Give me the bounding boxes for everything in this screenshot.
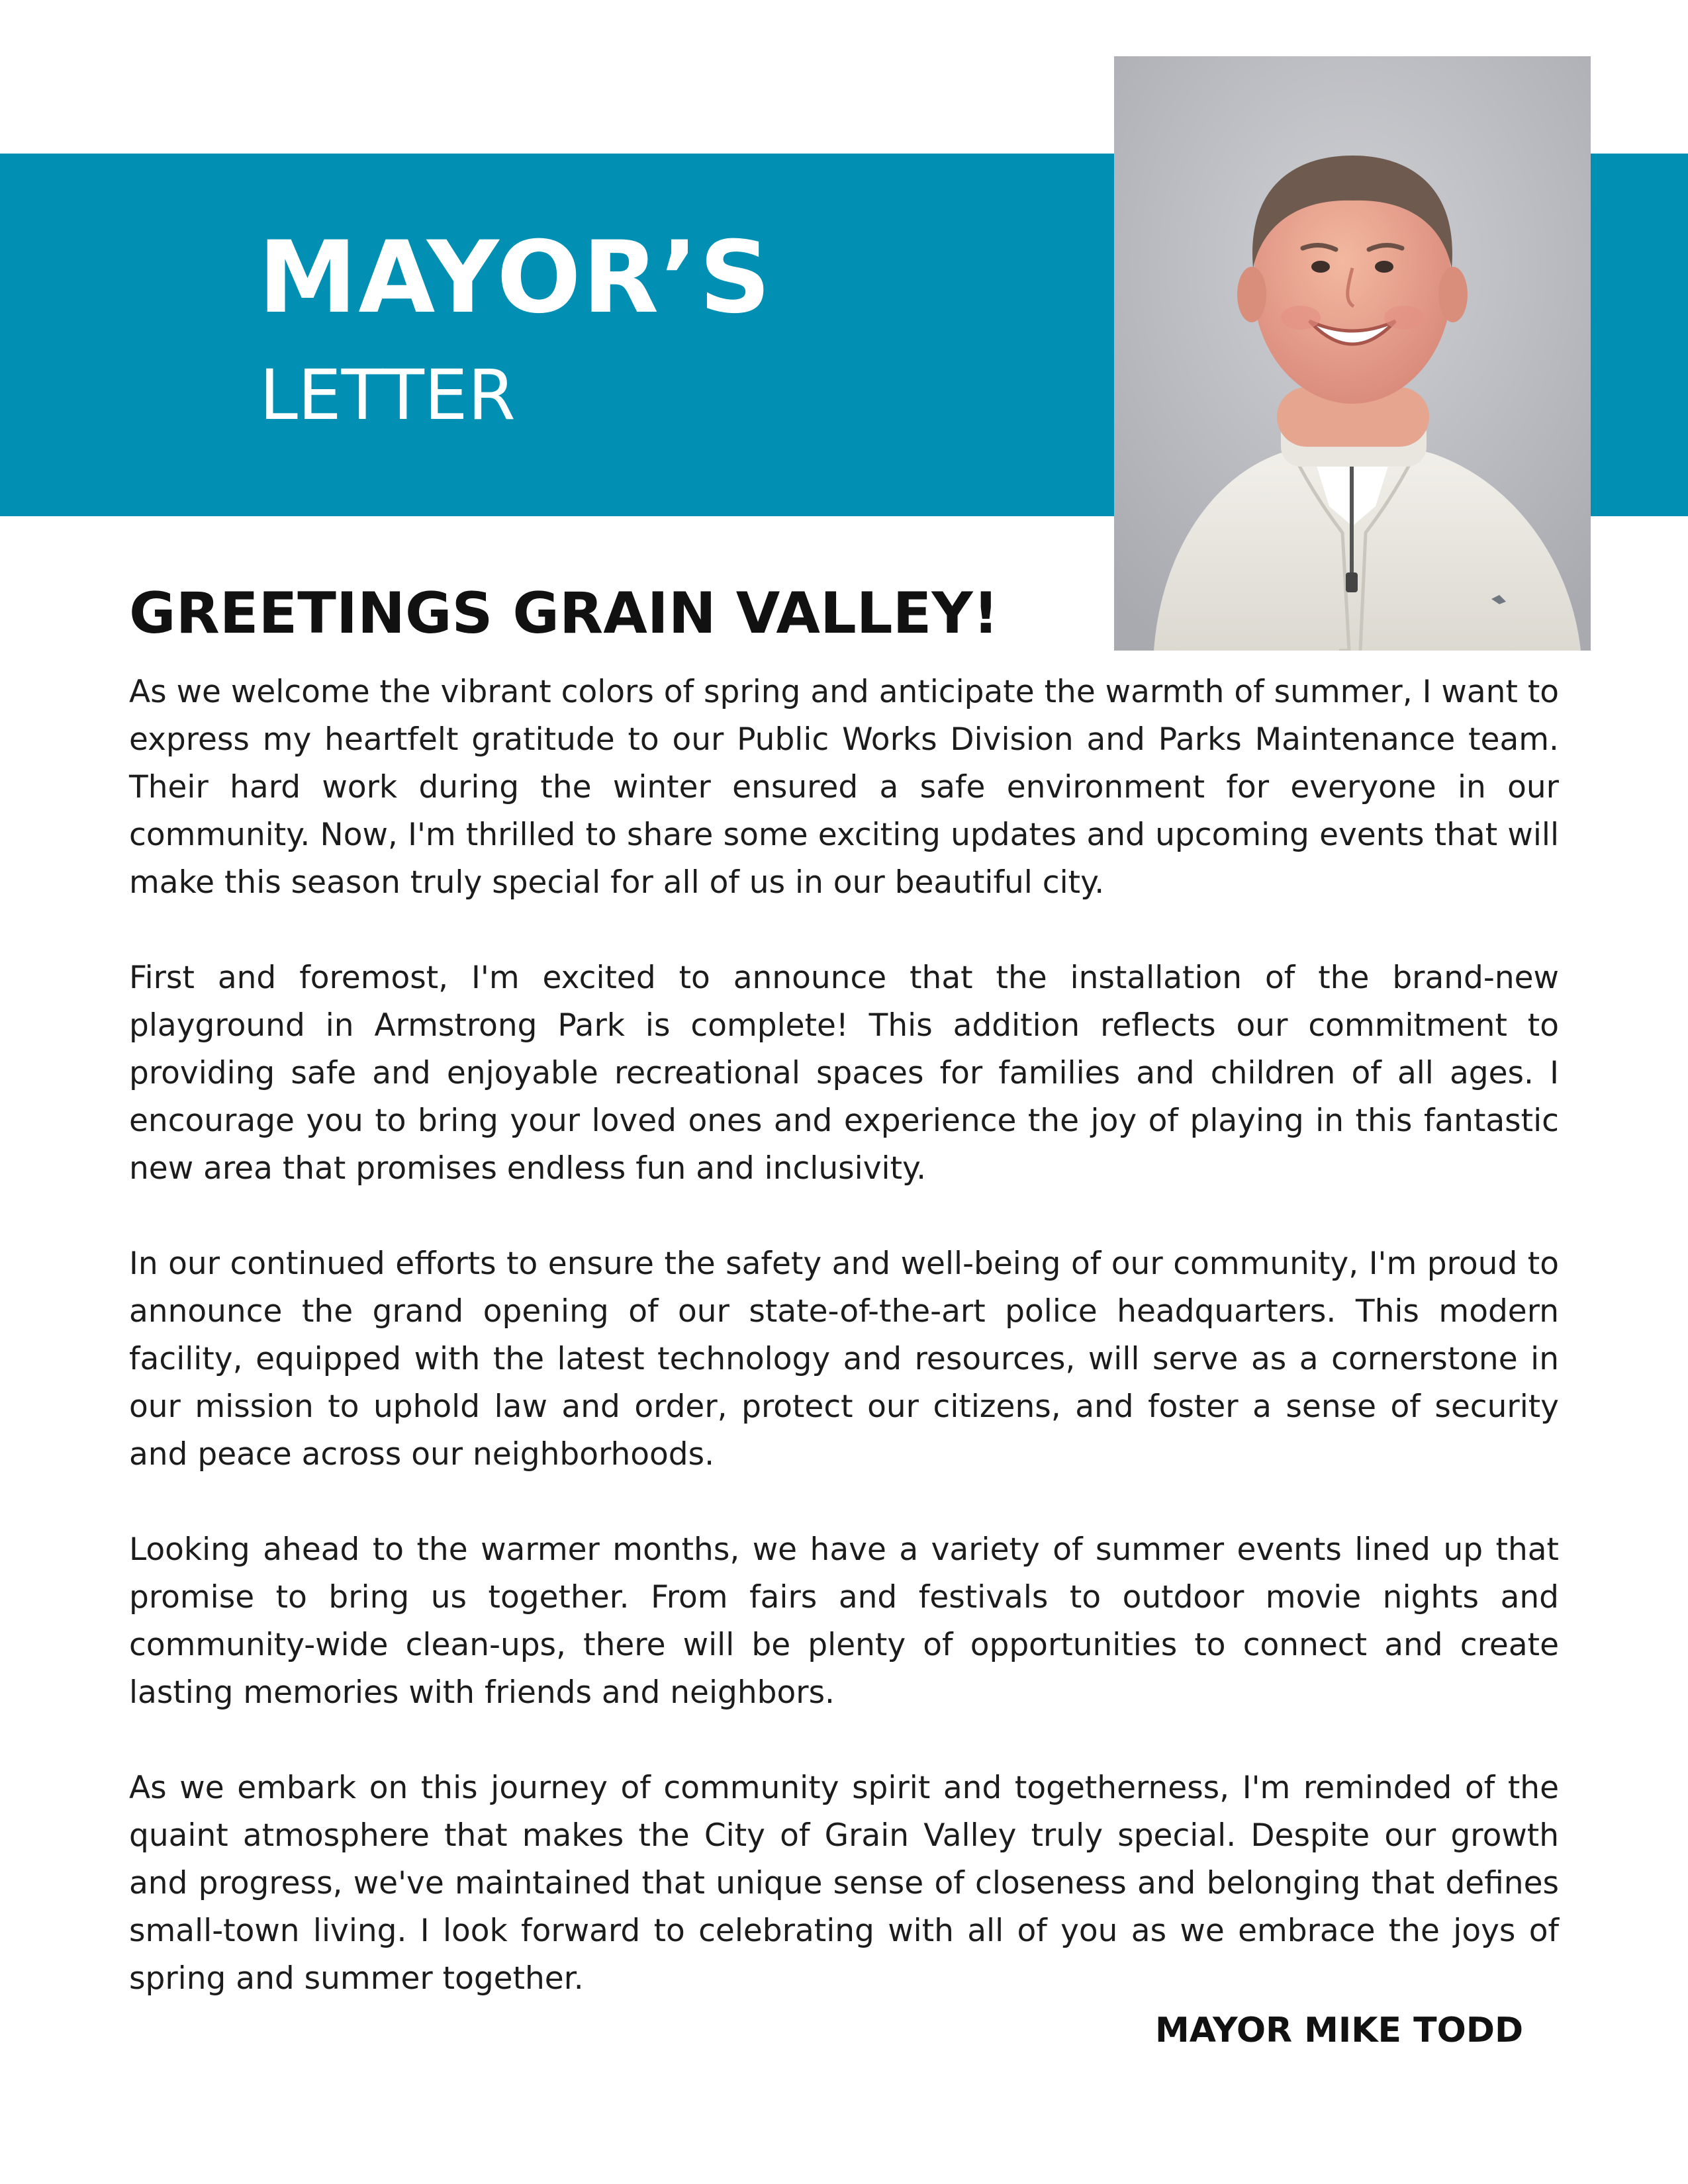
paragraph-2: First and foremost, I'm excited to announce that the installation of the brand-new playground in Armstrong Park is complete! This addition reflects our commitment to providing safe and enjoyable recreational spaces for families and children of all ages. I encourage you to bring your loved ones and experience the joy of playing in this fantastic new area that promises endless fun and inclusivity. xyxy=(129,960,1559,1187)
letter-body xyxy=(129,668,1559,2050)
signature: MAYOR MIKE TODD xyxy=(1155,2011,1524,2050)
page-title: MAYOR’S xyxy=(258,220,773,336)
paragraph-5: As we embark on this journey of community spirit and togetherness, I'm reminded of the quaint atmosphere that makes the City of Grain Valley truly special. Despite our growth and progress, we've maintained that unique sense of closeness and belonging that defines small-town living. I look forward to celebrating with all of you as we embrace the joys of spring and summer together. xyxy=(129,1770,1559,1997)
greeting-heading: GREETINGS GRAIN VALLEY! xyxy=(129,580,999,647)
paragraph-1: As we welcome the vibrant colors of spring and anticipate the warmth of summer, I want to express my heartfelt gratitude to our Public Works Division and Parks Maintenance team. Their hard work during the winter ensured a safe environment for everyone in our community. Now, I'm thrilled to share some exciting updates and upcoming events that will make this season truly special for all of us in our beautiful city. xyxy=(129,674,1559,901)
paragraph-3: In our continued efforts to ensure the safety and well-being of our community, I'm proud to announce the grand opening of our state-of-the-art police headquarters. This modern facility, equipped with the latest technology and resources, will serve as a cornerstone in our mission to uphold law and order, protect our citizens, and foster a sense of security and peace across our neighborhoods. xyxy=(129,1246,1559,1473)
paragraph-4: Looking ahead to the warmer months, we have a variety of summer events lined up that promise to bring us together. From fairs and festivals to outdoor movie nights and community-wide clean-ups, there will be plenty of opportunities to connect and create lasting memories with friends and neighbors. xyxy=(129,1531,1559,1711)
page-subtitle: LETTER xyxy=(259,355,516,435)
mayor-portrait-icon xyxy=(1114,56,1591,651)
mayor-portrait-photo xyxy=(1114,56,1591,651)
